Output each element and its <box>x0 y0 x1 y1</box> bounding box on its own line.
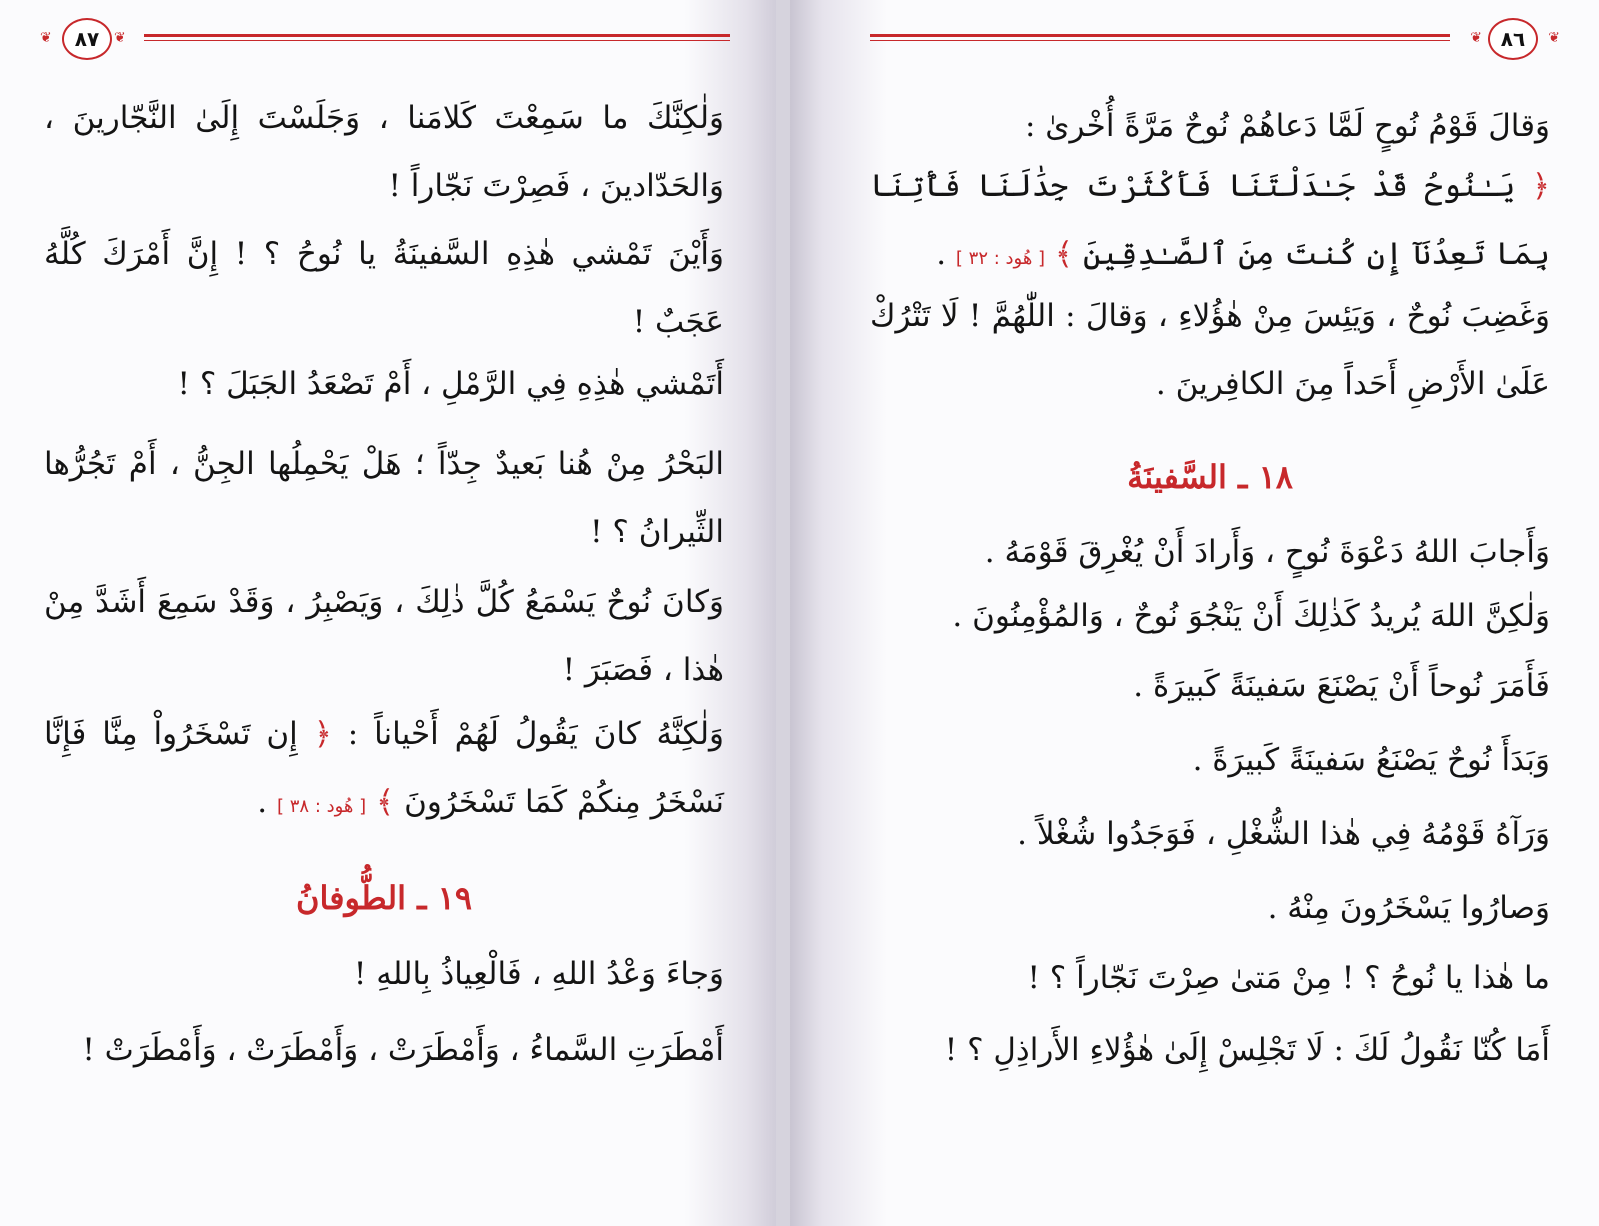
section-paragraph-8: أَمَا كُنّا نَقُولُ لَكَ : لَا تَجْلِسْ إِلَىٰ هٰؤُلاءِ الأَراذِلِ ؟ ! <box>944 1032 1550 1068</box>
right-page <box>790 0 1599 1226</box>
ornament-right: ❦ <box>114 30 126 46</box>
paragraph-4: البَحْرُ مِنْ هُنا بَعيدٌ جِدّاً ؛ هَلْ يَحْمِلُها الجِنُّ ، أَمْ تَجُرُّها الثِّيرانُ ؟ ! <box>44 446 724 550</box>
section-paragraph-5: وَرَآهُ قَوْمُهُ فِي هٰذا الشُّغْلِ ، فَوَجَدُوا شُغْلاً . <box>1017 816 1550 852</box>
paragraph-1: وَلٰكِنَّكَ ما سَمِعْتَ كَلامَنا ، وَجَلَسْتَ إِلَىٰ النَّجّارينَ ، وَالحَدّادينَ ، فَصِرْتَ نَجّاراً ! <box>44 100 724 204</box>
page-number: ٨٧ <box>62 18 112 60</box>
verse-end: . <box>936 236 947 272</box>
section-paragraph-1: وَجاءَ وَعْدُ اللهِ ، فَالْعِياذُ بِاللهِ ! <box>353 956 724 992</box>
section-paragraph-3: فَأَمَرَ نُوحاً أَنْ يَصْنَعَ سَفينَةً كَبيرَةً . <box>1133 668 1550 704</box>
header-rule-thin <box>144 40 730 41</box>
section-paragraph-1: وَأَجابَ اللهُ دَعْوَةَ نُوحٍ ، وَأَرادَ أَنْ يُغْرِقَ قَوْمَهُ . <box>984 534 1550 570</box>
section-paragraph-2: أَمْطَرَتِ السَّماءُ ، وَأَمْطَرَتْ ، وَأَمْطَرَتْ ، وَأَمْطَرَتْ ! <box>82 1032 724 1068</box>
section-heading: ١٨ ـ السَّفينَةُ <box>1127 458 1293 496</box>
verse-open-bracket: ﴿ <box>1531 168 1551 204</box>
verse-citation: [ هُود : ٣٢ ] <box>955 248 1046 269</box>
paragraph-2: وَغَضِبَ نُوحٌ ، وَيَئِسَ مِنْ هٰؤُلاءِ ، وَقالَ : اللّٰهُمَّ ! لَا تَتْرُكْ عَلَىٰ الأَرْضِ أَحَداً مِنَ الكافِرينَ . <box>870 298 1550 402</box>
verse-open-bracket: ﴿ <box>313 716 332 752</box>
page-number: ٨٦ <box>1488 18 1538 60</box>
paragraph-3: أَتَمْشي هٰذِهِ فِي الرَّمْلِ ، أَمْ تَصْعَدُ الجَبَلَ ؟ ! <box>177 366 724 402</box>
ornament-left: ❦ <box>40 30 52 46</box>
verse-paragraph <box>44 700 724 841</box>
header-rule <box>144 34 730 37</box>
section-heading: ١٩ ـ الطُّوفانُ <box>296 879 472 917</box>
verse-citation: [ هُود : ٣٨ ] <box>277 796 367 817</box>
quran-verse: إِن تَسْخَرُواْ مِنَّا فَإِنَّا نَسْخَرُ مِنكُمْ كَمَا تَسْخَرُونَ <box>44 716 724 820</box>
left-page <box>0 0 778 1226</box>
page-header <box>870 18 1560 60</box>
verse-close-bracket: ﴾ <box>1054 236 1074 272</box>
section-paragraph-6: وَصارُوا يَسْخَرُونَ مِنْهُ . <box>1267 890 1550 926</box>
verse-end: . <box>257 784 268 820</box>
paragraph-1: وَقالَ قَوْمُ نُوحٍ لَمَّا دَعاهُمْ نُوحٌ مَرَّةً أُخْرىٰ : <box>1024 108 1550 144</box>
ornament-left: ❦ <box>1470 30 1482 46</box>
header-rule <box>870 34 1450 37</box>
verse-paragraph <box>870 152 1550 293</box>
paragraph-5: وَكانَ نُوحٌ يَسْمَعُ كُلَّ ذٰلِكَ ، وَيَصْبِرُ ، وَقَدْ سَمِعَ أَشَدَّ مِنْ هٰذا ، فَصَبَرَ ! <box>44 584 724 688</box>
section-paragraph-7: ما هٰذا يا نُوحُ ؟ ! مِنْ مَتىٰ صِرْتَ نَجّاراً ؟ ! <box>1027 960 1550 996</box>
section-paragraph-4: وَبَدَأَ نُوحٌ يَصْنَعُ سَفينَةً كَبيرَةً . <box>1192 742 1550 778</box>
quran-verse: يَـٰنُوحُ قَدْ جَـٰدَلْتَنَا فَأَكْثَرْتَ جِدَٰلَنَا فَأْتِنَا بِمَا تَعِدُنَآ إِن كُنتَ مِنَ ٱلصَّـٰدِقِينَ <box>870 168 1550 272</box>
section-paragraph-2: وَلٰكِنَّ اللهَ يُريدُ كَذٰلِكَ أَنْ يَنْجُوَ نُوحٌ ، وَالمُؤْمِنُونَ . <box>952 598 1550 634</box>
paragraph-2: وَأَيْنَ تَمْشي هٰذِهِ السَّفينَةُ يا نُوحُ ؟ ! إِنَّ أَمْرَكَ كُلَّهُ عَجَبٌ ! <box>44 236 724 340</box>
page-header <box>40 18 730 60</box>
verse-close-bracket: ﴾ <box>376 784 395 820</box>
ornament-right: ❦ <box>1548 30 1560 46</box>
header-rule-thin <box>870 40 1450 41</box>
verse-intro: وَلٰكِنَّهُ كانَ يَقُولُ لَهُمْ أَحْياناً : <box>347 716 725 752</box>
